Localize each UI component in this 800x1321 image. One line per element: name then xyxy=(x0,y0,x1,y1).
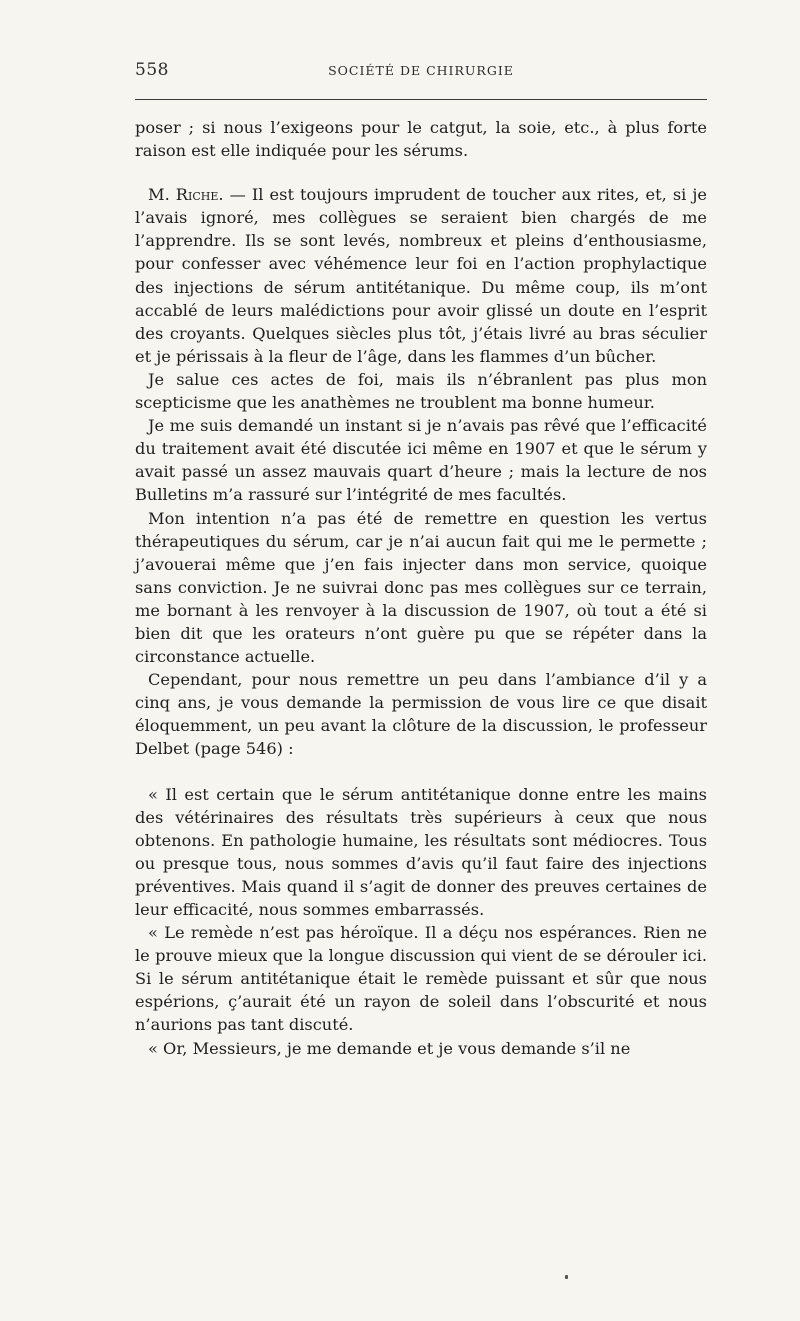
paragraph-continuation: poser ; si nous l’exigeons pour le catgut, la soie, etc., à plus forte raison est elle indiquée pour les sérums. xyxy=(135,118,707,161)
header-rule xyxy=(135,99,707,100)
speaker-name: M. Riche. xyxy=(148,185,224,205)
paragraph: Je salue ces actes de foi, mais ils n’ébranlent pas plus mon scepticisme que les anathèmes ne troublent ma bonne humeur. xyxy=(135,369,707,413)
paragraph: Je me suis demandé un instant si je n’avais pas rêvé que l’efficacité du traitement avait été discutée ici même en 1907 et que le sérum y avait passé un assez mauvais quart d’heure ; mais la lecture de nos Bulletins m’a rassuré sur l’intégrité de mes facultés. xyxy=(135,416,707,505)
page-number: 558 xyxy=(135,60,169,80)
paragraph-riche xyxy=(135,183,707,368)
quotation-paragraph: « Or, Messieurs, je me demande et je vous demande s’il ne xyxy=(148,1038,631,1058)
quotation-paragraph: « Le remède n’est pas héroïque. Il a déçu nos espérances. Rien ne le prouve mieux que la longue discussion qui vient de se dérouler ici. Si le sérum antitétanique était le remède puissant et sûr que nous espérions, ç’aurait été un rayon de soleil dans l’obscurité et nous n’aurions pas tant discuté. xyxy=(135,923,707,1035)
paragraph: Cependant, pour nous remettre un peu dans l’ambiance d’il y a cinq ans, je vous demande la permission de vous lire ce que disait éloquemment, un peu avant la clôture de la discussion, le professeur Delbet (page 546) : xyxy=(135,670,707,759)
page-header xyxy=(135,60,707,84)
paragraph: Mon intention n’a pas été de remettre en question les vertus thérapeutiques du sérum, car je n’ai aucun fait qui me le permette ; j’avouerai même que j’en fais injecter dans mon service, quoique sans conviction. Je ne suivrai donc pas mes collègues sur ce terrain, me bornant à les renvoyer à la discussion de 1907, où tout a été si bien dit que les orateurs n’ont guère pu que se répéter dans la circonstance actuelle. xyxy=(135,508,707,667)
body-text xyxy=(135,116,707,1060)
ink-speck xyxy=(565,1275,568,1279)
paragraph-riche-text: — Il est toujours imprudent de toucher aux rites, et, si je l’avais ignoré, mes collègues se seraient bien chargés de me l’apprendre. Ils se sont levés, nombreux et pleins d’enthousiasme, pour confesser avec véhémence leur foi en l’action prophylactique des injections de sérum antitétanique. Du même coup, ils m’ont accablé de leurs malédictions pour avoir glissé un doute en l’esprit des croyants. Quelques siècles plus tôt, j’étais livré au bras séculier et je périssais à la fleur de l’âge, dans les flammes d’un bûcher. xyxy=(135,185,707,366)
running-title: SOCIÉTÉ DE CHIRURGIE xyxy=(328,63,514,78)
quotation-paragraph: « Il est certain que le sérum antitétanique donne entre les mains des vétérinaires des résultats très supérieurs à ceux que nous obtenons. En pathologie humaine, les résultats sont médiocres. Tous ou presque tous, nous sommes d’avis qu’il faut faire des injections préventives. Mais quand il s’agit de donner des preuves certaines de leur efficacité, nous sommes embarrassés. xyxy=(135,784,707,919)
